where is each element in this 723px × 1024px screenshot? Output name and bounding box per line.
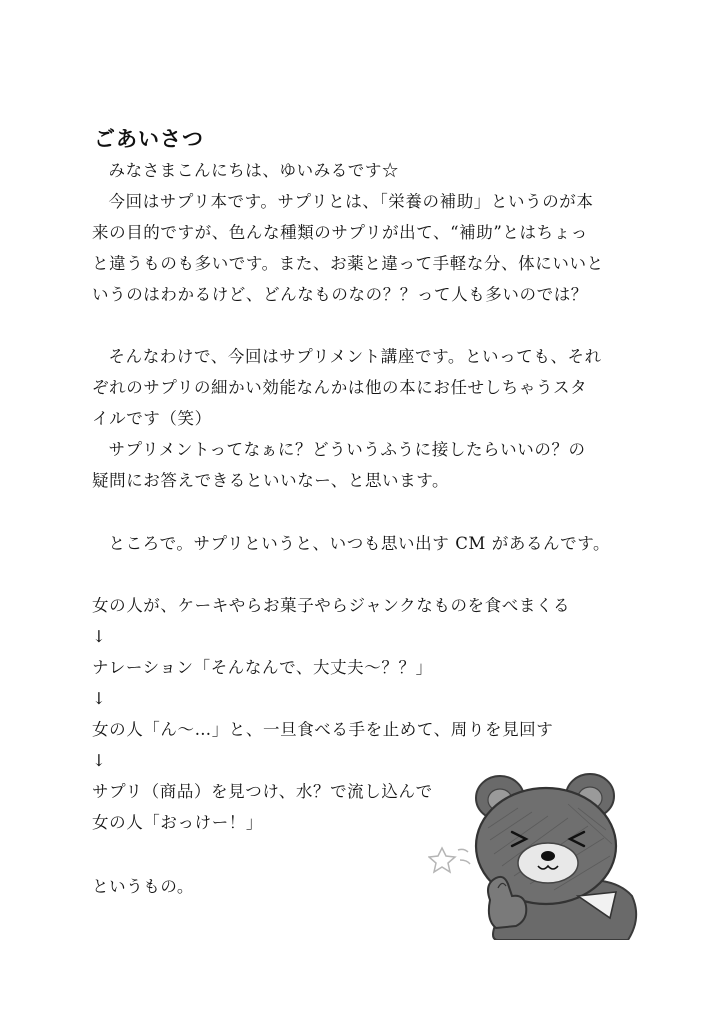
sparkle-icon	[429, 848, 470, 872]
sequence-arrow: ↓	[92, 689, 107, 708]
paragraph-line: ところで。サプリというと、いつも思い出す CM があるんです。	[108, 534, 611, 553]
paragraph-question	[92, 434, 637, 496]
bear-thumbs-up-icon	[428, 768, 658, 940]
bear-muzzle	[518, 843, 578, 883]
sequence-step: 女の人「おっけー！」	[92, 813, 263, 832]
sequence-step: 女の人が、ケーキやらお菓子やらジャンクなものを食べまくる	[92, 596, 571, 615]
closing-text: というもの。	[92, 877, 194, 896]
sequence-step: ナレーション「そんなんで、大丈夫～？？」	[92, 658, 433, 677]
bear-nose	[541, 851, 555, 861]
paragraph-cm	[92, 528, 637, 559]
paragraph-intro	[92, 186, 637, 310]
paragraph-line: イルです（笑）	[92, 409, 212, 428]
paragraph-line: ぞれのサプリの細かい効能なんかは他の本にお任せしちゃうスタ	[92, 378, 588, 397]
paragraph-line: 今回はサプリ本です。サプリとは、「栄養の補助」というのが本	[108, 192, 594, 211]
sequence-step: 女の人「ん～…」と、一旦食べる手を止めて、周りを見回す	[92, 720, 554, 739]
paragraph-line: 来の目的ですが、色んな種類のサプリが出て、“補助”とはちょっ	[92, 223, 588, 242]
paragraph-greeting	[92, 155, 637, 186]
paragraph-line: そんなわけで、今回はサプリメント講座です。といっても、それ	[108, 347, 602, 366]
page-heading: ごあいさつ	[94, 127, 204, 151]
sequence-step: サプリ（商品）を見つけ、水？で流し込んで	[92, 782, 433, 801]
paragraph-line: みなさまこんにちは、ゆいみるです☆	[108, 161, 400, 180]
sequence-arrow: ↓	[92, 751, 107, 770]
sequence-arrow: ↓	[92, 627, 107, 646]
paragraph-line: いうのはわかるけど、どんなものなの？？って人も多いのでは？	[92, 285, 588, 304]
paragraph-line: と違うものも多いです。また、お薬と違って手軽な分、体にいいと	[92, 254, 604, 273]
paragraph-course	[92, 341, 637, 434]
paragraph-line: サプリメントってなぁに？どういうふうに接したらいいの？の	[108, 440, 586, 459]
paragraph-line: 疑問にお答えできるといいなー、と思います。	[92, 471, 450, 490]
